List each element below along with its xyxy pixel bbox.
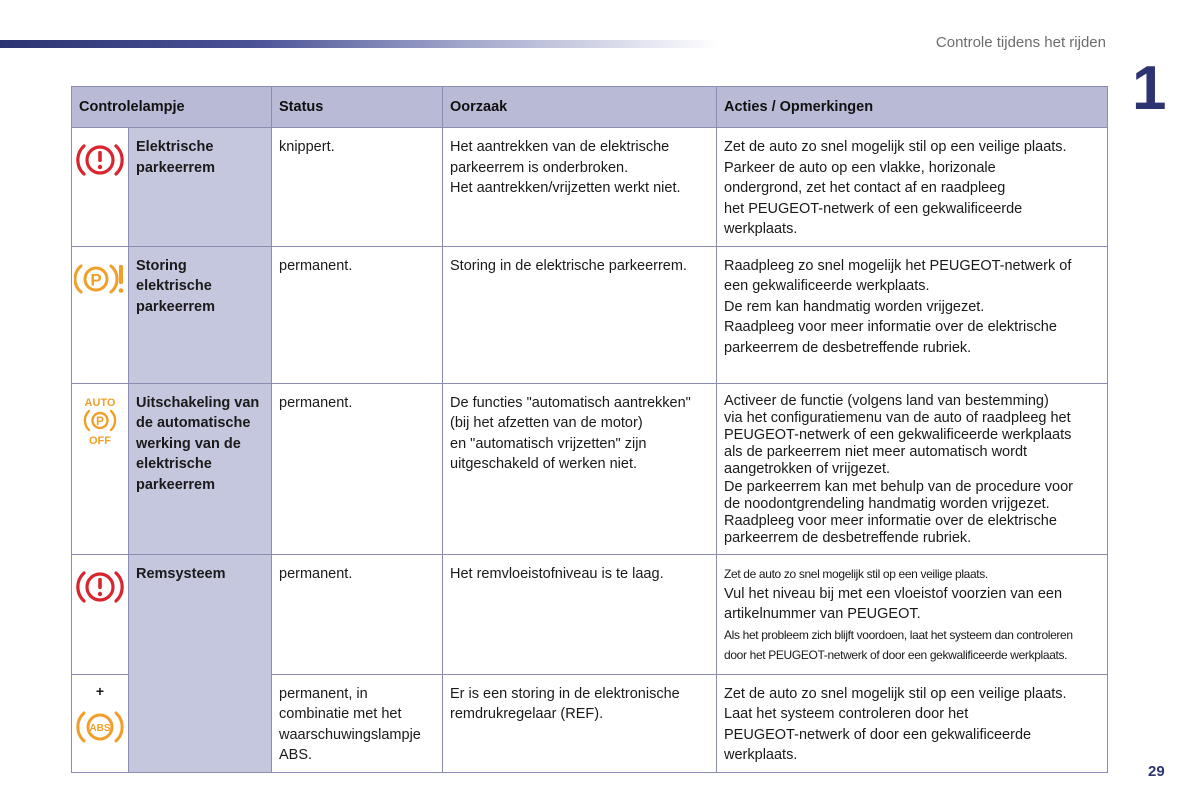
actions-cell: Raadpleeg zo snel mogelijk het PEUGEOT-netwerk of een gekwalificeerde werkplaats. De rem kan handmatig worden vrijgezet. Raadpleeg voor meer informatie over de elektrische parkeerrem de desbetreffende rubriek. [717, 246, 1108, 383]
brake-warning-icon [76, 567, 124, 607]
cause-cell: Het remvloeistofniveau is te laag. [443, 554, 717, 674]
auto-p-off-icon [77, 396, 123, 446]
combination-plus: + [95, 682, 105, 699]
brake-warning-icon [76, 140, 124, 180]
lamp-icon-cell [72, 674, 129, 772]
column-header-status: Status [272, 87, 443, 128]
column-header-lamp: Controlelampje [72, 87, 272, 128]
table-row [72, 554, 1108, 674]
actions-cell: Activeer de functie (volgens land van bestemming) via het configuratiemenu van de auto of raadpleeg het PEUGEOT-netwerk of een gekwalificeerde werkplaats als de parkeerrem niet meer automatisch wordt aangetrokken of vrijgezet. De parkeerrem kan met behulp van de procedure voor de noodontgrendeling handmatig worden vrijgezet. Raadpleeg voor meer informatie over de elektrische parkeerrem de desbetreffende rubriek. [717, 383, 1108, 554]
actions-cell: Zet de auto zo snel mogelijk stil op een veilige plaats. Parkeer de auto op een vlakke, horizonale ondergrond, zet het contact af en raadpleeg het PEUGEOT-netwerk of een gekwalificeerde werkplaats. [717, 128, 1108, 247]
svg-text:ABS: ABS [89, 722, 111, 734]
lamp-icon-cell [72, 128, 129, 247]
lamp-icon-cell [72, 554, 129, 674]
actions-cell: Zet de auto zo snel mogelijk stil op een veilige plaats. Vul het niveau bij met een vloeistof voorzien van een artikelnummer van PEUGEOT. Als het probleem zich blijft voordoen, laat het systeem dan controleren door het PEUGEOT-netwerk of door een gekwalificeerde werkplaats. [717, 554, 1108, 674]
table-row [72, 128, 1108, 247]
abs-icon [76, 707, 124, 747]
lamp-name: Storing elektrische parkeerrem [129, 246, 272, 383]
svg-text:P: P [90, 270, 102, 289]
parking-brake-fault-icon [74, 259, 126, 299]
table-row [72, 383, 1108, 554]
warning-lamps-table [71, 86, 1108, 773]
table-row [72, 246, 1108, 383]
status-cell: permanent, in combinatie met het waarschuwingslampje ABS. [272, 674, 443, 772]
header-gradient-bar [0, 40, 720, 48]
status-cell: knippert. [272, 128, 443, 247]
lamp-name: Remsysteem [129, 554, 272, 772]
lamp-icon-cell [72, 246, 129, 383]
status-cell: permanent. [272, 246, 443, 383]
lamp-icon-cell [72, 383, 129, 554]
status-cell: permanent. [272, 383, 443, 554]
lamp-name: Elektrische parkeerrem [129, 128, 272, 247]
svg-text:P: P [95, 413, 105, 428]
cause-cell: Er is een storing in de elektronische remdrukregelaar (REF). [443, 674, 717, 772]
actions-cell: Zet de auto zo snel mogelijk stil op een veilige plaats. Laat het systeem controleren door het PEUGEOT-netwerk of door een gekwalificeerde werkplaats. [717, 674, 1108, 772]
chapter-number: 1 [1132, 54, 1167, 123]
svg-text:AUTO: AUTO [84, 396, 116, 409]
column-header-cause: Oorzaak [443, 87, 717, 128]
cause-cell: Het aantrekken van de elektrische parkeerrem is onderbroken. Het aantrekken/vrijzetten werkt niet. [443, 128, 717, 247]
column-header-actions: Acties / Opmerkingen [717, 87, 1108, 128]
lamp-name: Uitschakeling van de automatische werking van de elektrische parkeerrem [129, 383, 272, 554]
cause-cell: De functies "automatisch aantrekken" (bij het afzetten van de motor) en "automatisch vrijzetten" zijn uitgeschakeld of werken niet. [443, 383, 717, 554]
status-cell: permanent. [272, 554, 443, 674]
section-title: Controle tijdens het rijden [935, 34, 1106, 51]
svg-text:OFF: OFF [89, 434, 111, 446]
cause-cell: Storing in de elektrische parkeerrem. [443, 246, 717, 383]
page-number: 29 [1148, 763, 1165, 780]
table-header-row [72, 87, 1108, 128]
